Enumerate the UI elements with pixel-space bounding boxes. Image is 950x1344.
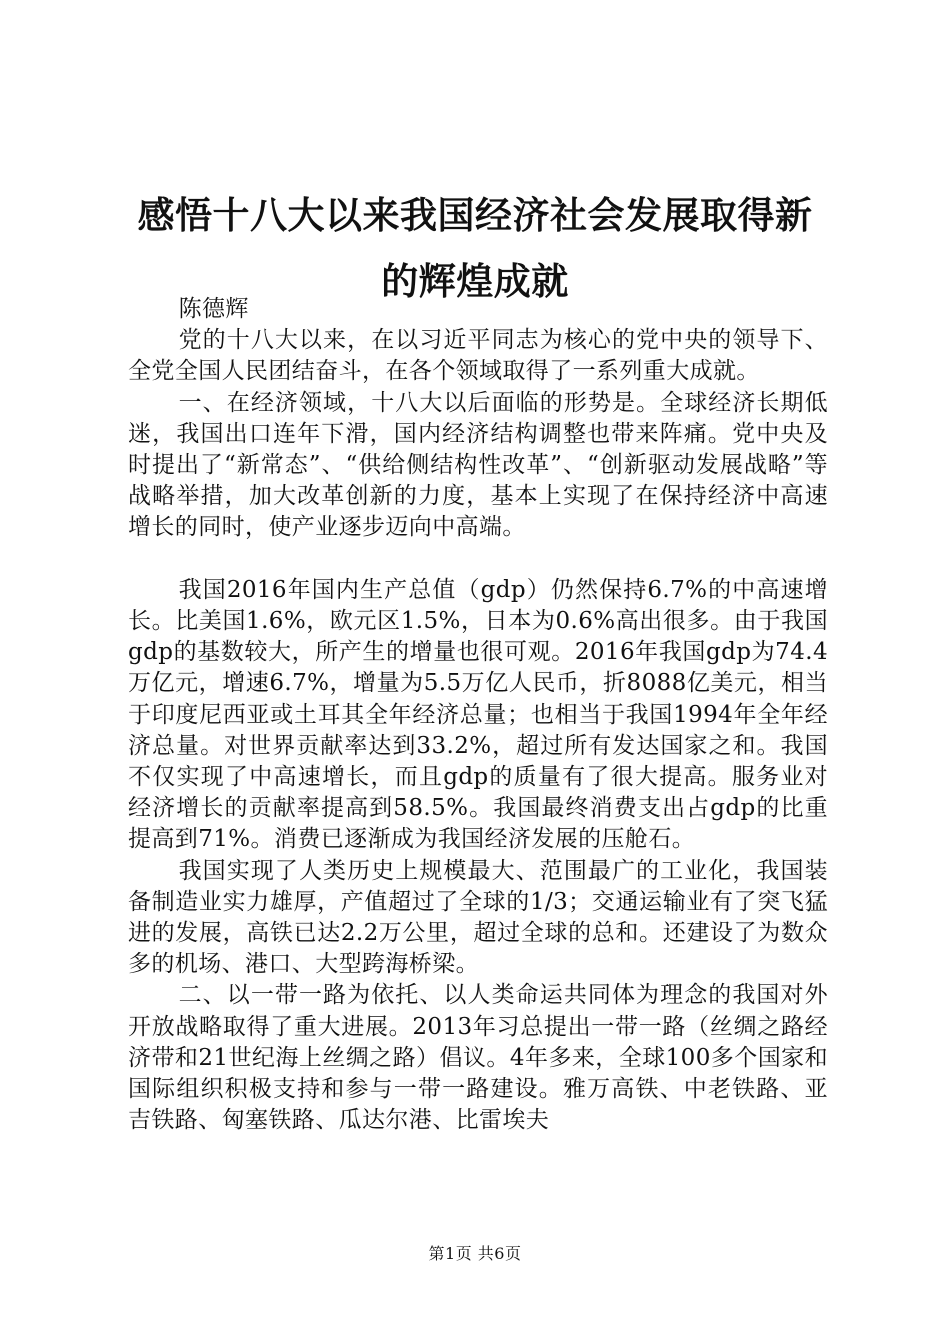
paragraph-belt-and-road: 二、以一带一路为依托、以人类命运共同体为理念的我国对外开放战略取得了重大进展。2013年习总提出一带一路（丝绸之路经济带和21世纪海上丝绸之路）倡议。4年多来，全球100多个国家和国际组织积极支持和参与一带一路建设。雅万高铁、中老铁路、亚吉铁路、匈塞铁路、瓜达尔港、比雷埃夫 bbox=[128, 982, 828, 1134]
page-number-footer: 第1页 共6页 bbox=[428, 1244, 522, 1263]
document-title: 感悟十八大以来我国经济社会发展取得新的辉煌成就 bbox=[137, 193, 813, 303]
paragraph-economy: 一、在经济领域，十八大以后面临的形势是。全球经济长期低迷，我国出口连年下滑，国内经济结构调整也带来阵痛。党中央及时提出了“新常态”、“供给侧结构性改革”、“创新驱动发展战略”等战略举措，加大改革创新的力度，基本上实现了在保持经济中高速增长的同时，使产业逐步迈向中高端。 bbox=[128, 389, 828, 541]
blank-line bbox=[128, 544, 828, 575]
paragraph-gdp: 我国2016年国内生产总值（gdp）仍然保持6.7%的中高速增长。比美国1.6%，欧元区1.5%，日本为0.6%高出很多。由于我国gdp的基数较大，所产生的增量也很可观。2016年我国gdp为74.4万亿元，增速6.7%，增量为5.5万亿人民币，折8088亿美元，相当于印度尼西亚或土耳其全年经济总量；也相当于我国1994年全年经济总量。对世界贡献率达到33.2%，超过所有发达国家之和。我国不仅实现了中高速增长，而且gdp的质量有了很大提高。服务业对经济增长的贡献率提高到58.5%。我国最终消费支出占gdp的比重提高到71%。消费已逐渐成为我国经济发展的压舱石。 bbox=[128, 576, 828, 853]
document-body bbox=[128, 294, 828, 1136]
paragraph-intro: 党的十八大以来，在以习近平同志为核心的党中央的领导下、全党全国人民团结奋斗，在各个领域取得了一系列重大成就。 bbox=[128, 327, 828, 385]
author-line: 陈德辉 bbox=[178, 296, 249, 322]
paragraph-industrialization: 我国实现了人类历史上规模最大、范围最广的工业化，我国装备制造业实力雄厚，产值超过了全球的1/3；交通运输业有了突飞猛进的发展，高铁已达2.2万公里，超过全球的总和。还建设了为数众多的机场、港口、大型跨海桥梁。 bbox=[128, 857, 828, 978]
